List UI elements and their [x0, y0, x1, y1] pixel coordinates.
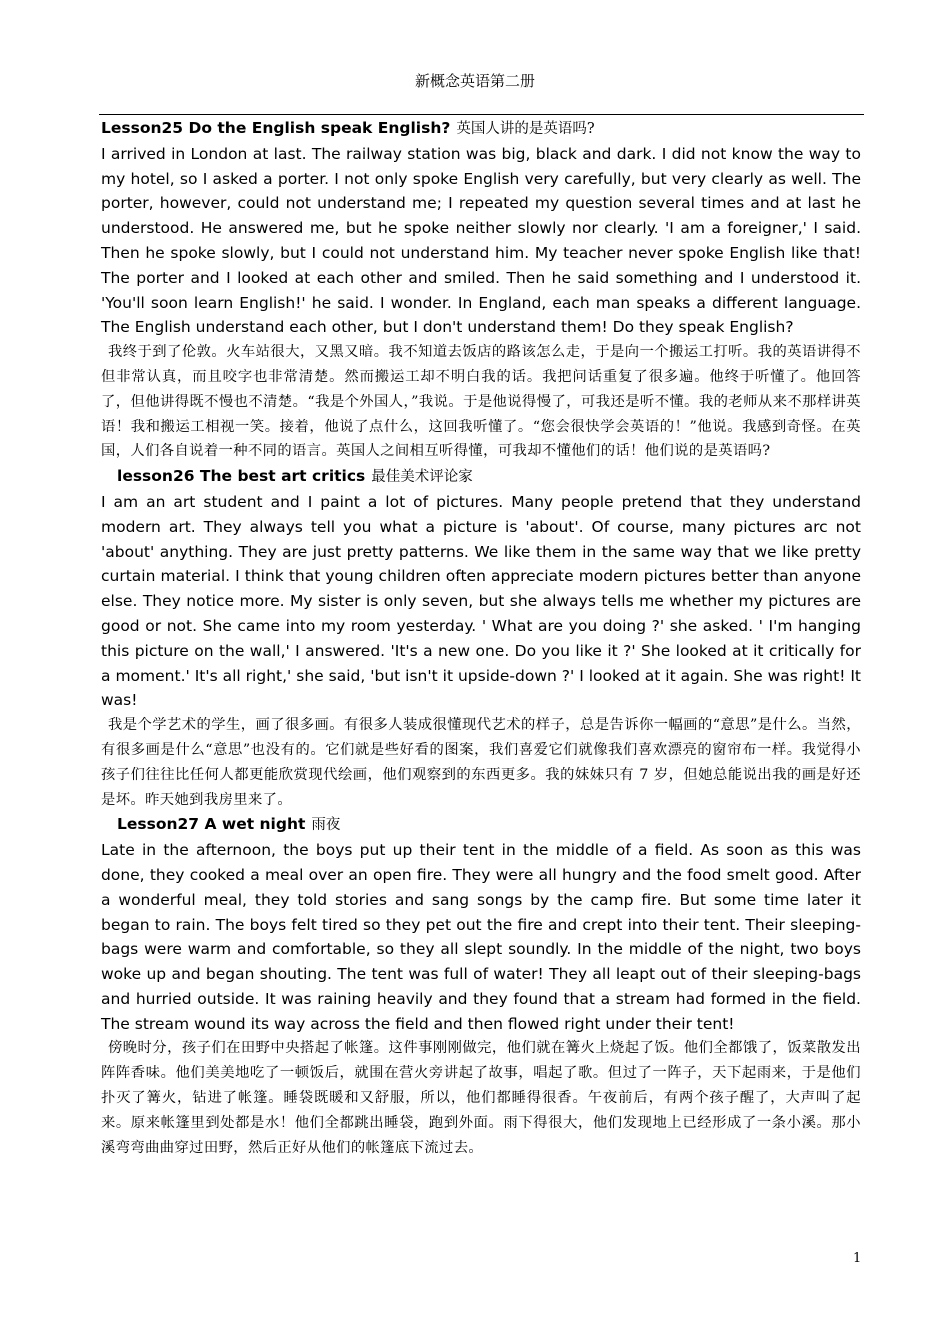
lesson-title: [101, 812, 861, 838]
lesson-text-zh: 我是个学艺术的学生，画了很多画。有很多人装成很懂现代艺术的样子，总是告诉你一幅画的“意思”是什么。当然，有很多画是什么“意思”也没有的。它们就是些好看的图案，我们喜爱它们就像我们喜欢漂亮的窗帘布一样。我觉得小孩子们往往比任何人都更能欣赏现代绘画，他们观察到的东西更多。我的妹妹只有 7 岁，但她总能说出我的画是好还是坏。昨天她到我房里来了。: [101, 717, 861, 808]
lesson-text-en: I arrived in London at last. The railway station was big, black and dark. I did not know the way to my hotel, so I asked a porter. I not only spoke English very carefully, but very clearly as well. The porter, however, could not understand me; I repeated my question several times and at last he understood. He answered me, but he spoke neither slowly nor clearly. 'I am a foreigner,' I said. Then he spoke slowly, but I could not understand him. My teacher never spoke English like that! The porter and I looked at each other and smiled. Then he said something and I understood it. 'You'll soon learn English!' he said. I wonder. In England, each man speaks a different language. The English understand each other, but I don't understand them! Do they speak English?: [101, 144, 861, 337]
lesson-title: [101, 116, 861, 142]
lesson-25: [101, 116, 861, 464]
lesson-text-en: I am an art student and I paint a lot of pictures. Many people pretend that they understand modern art. They always tell you what a picture is 'about'. Of course, many pictures arc not 'about' anything. They are just pretty patterns. We like them in the same way that we like pretty curtain material. I think that young children often appreciate modern pictures better than anyone else. They notice more. My sister is only seven, but she always tells me whether my pictures are good or not. She came into my room yesterday. ' What are you doing ?' she asked. ' I'm hanging this picture on the wall,' I answered. 'It's a new one. Do you like it ?' She looked at it critically for a moment.' It's all right,' she said, 'but isn't it upside-down ?' I looked at it again. She was right! It was!: [101, 492, 861, 710]
lesson-title-zh: 最佳美术评论家: [371, 469, 473, 486]
lesson-text-zh: 我终于到了伦敦。火车站很大，又黑又暗。我不知道去饭店的路该怎么走，于是向一个搬运工打听。我的英语讲得不但非常认真，而且咬字也非常清楚。然而搬运工却不明白我的话。我把问话重复了很多遍。他终于听懂了。他回答了，但他讲得既不慢也不清楚。“我是个外国人，”我说。于是他说得慢了，可我还是听不懂。我的老师从来不那样讲英语！我和搬运工相视一笑。接着，他说了点什么，这回我听懂了。“您会很快学会英语的！”他说。我感到奇怪。在英国，人们各自说着一种不同的语言。英国人之间相互听得懂，可我却不懂他们的话！他们说的是英语吗?: [101, 344, 861, 460]
document-body: [101, 116, 861, 1160]
lesson-title-en: lesson26 The best art critics: [117, 467, 366, 486]
lesson-title-zh: 英国人讲的是英语吗?: [456, 121, 595, 137]
page-number: 1: [853, 1251, 862, 1266]
lesson-title-en: Lesson25 Do the English speak English?: [101, 119, 451, 137]
lesson-text-en: Late in the afternoon, the boys put up their tent in the middle of a field. As soon as this was done, they cooked a meal over an open fire. They were all hungry and the food smelt good. After a wonderful meal, they told stories and sang songs by the camp fire. But some time later it began to rain. The boys felt tired so they pet out the fire and crept into their tent. Their sleeping-bags were warm and comfortable, so they all slept soundly. In the middle of the night, two boys woke up and began shouting. The tent was full of water! They all leapt out of their sleeping-bags and hurried outside. It was raining heavily and they found that a stream had formed in the field. The stream wound its way across the field and then flowed right under their tent!: [101, 841, 861, 1033]
lesson-title-zh: 雨夜: [311, 817, 341, 834]
lesson-title: [101, 464, 861, 490]
header-divider: [99, 114, 864, 115]
lesson-text-zh: 傍晚时分，孩子们在田野中央搭起了帐篷。这件事刚刚做完，他们就在篝火上烧起了饭。他们全都饿了，饭菜散发出阵阵香味。他们美美地吃了一顿饭后，就围在营火旁讲起了故事，唱起了歌。但过了一阵子，天下起雨来，于是他们扑灭了篝火，钻进了帐篷。睡袋既暖和又舒服，所以，他们都睡得很香。午夜前后，有两个孩子醒了，大声叫了起来。原来帐篷里到处都是水！他们全都跳出睡袋，跑到外面。雨下得很大，他们发现地上已经形成了一条小溪。那小溪弯弯曲曲穿过田野，然后正好从他们的帐篷底下流过去。: [101, 1040, 861, 1156]
header-title: 新概念英语第二册: [414, 72, 535, 90]
lesson-27: [101, 812, 861, 1160]
lesson-26: [101, 464, 861, 812]
lesson-title-en: Lesson27 A wet night: [117, 815, 306, 834]
